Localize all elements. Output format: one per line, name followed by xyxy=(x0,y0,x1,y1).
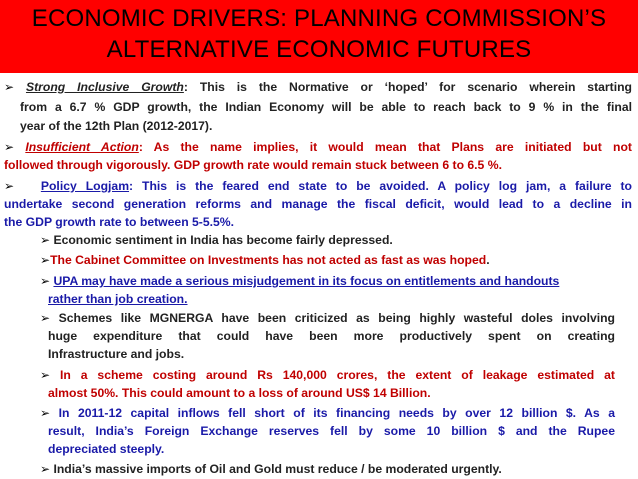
bullet-text: The Cabinet Committee on Investments has not acted as fast as was hoped xyxy=(50,253,487,267)
arrow-bullet-icon: ➢ xyxy=(40,253,51,267)
page-title-line-2: ALTERNATIVE ECONOMIC FUTURES xyxy=(106,36,532,63)
bullet-text: Schemes like MGNERGA have been criticized as being highly wasteful doles involving xyxy=(58,311,616,325)
bullet-strong-growth-line-1 xyxy=(4,80,632,95)
arrow-bullet-icon: ➢ xyxy=(40,462,51,476)
bullet-text: . xyxy=(389,233,393,247)
bullet-logjam-line-2: undertake second generation reforms and manage the fiscal deficit, would lead to a decline in xyxy=(4,197,632,211)
bullet-text: : This is the Normative or ‘hoped’ for scenario wherein starting xyxy=(183,80,632,94)
bullet-logjam-line-1 xyxy=(4,179,632,194)
bullet-strong-growth-line-2: from a 6.7 % GDP growth, the Indian Economy will be able to reach back to 9 % in the final xyxy=(20,100,632,114)
arrow-bullet-icon: ➢ xyxy=(40,233,51,247)
sub-bullet-capital-line-2: result, India’s Foreign Exchange reserves fell by some 10 billion $ and the Rupee xyxy=(48,424,615,438)
sub-bullet-upa-line-1 xyxy=(40,274,559,289)
arrow-bullet-icon: ➢ xyxy=(40,311,51,325)
sub-bullet-mgnerga-line-1 xyxy=(40,311,615,326)
sub-bullet-sentiment xyxy=(40,233,393,248)
sub-bullet-mgnerga-line-2: huge expenditure that could have been more productively spent on creating xyxy=(48,329,615,343)
sub-bullet-cabinet xyxy=(40,253,490,268)
bullet-text: : As the name implies, it would mean that Plans are initiated but not xyxy=(138,140,632,154)
sub-bullet-mgnerga-line-3: Infrastructure and jobs. xyxy=(48,347,185,361)
sub-bullet-capital-line-3: depreciated steeply. xyxy=(48,442,165,456)
arrow-bullet-icon: ➢ xyxy=(4,140,15,154)
bullet-text: India’s massive imports of Oil and Gold must reduce / be moderated urgently. xyxy=(53,462,502,476)
bullet-insufficient-line-1 xyxy=(4,140,632,155)
arrow-bullet-icon: ➢ xyxy=(4,179,15,193)
scenario-term-strong-growth: Strong Inclusive Growth xyxy=(25,80,184,94)
sub-bullet-leakage-line-2: almost 50%. This could amount to a loss of around US$ 14 Billion. xyxy=(48,386,431,400)
arrow-bullet-icon: ➢ xyxy=(4,80,15,94)
sub-bullet-leakage-line-1 xyxy=(40,368,615,383)
title-banner xyxy=(0,0,638,73)
sub-bullet-capital-line-1 xyxy=(40,406,615,421)
scenario-term-insufficient: Insufficient Action xyxy=(25,140,139,154)
arrow-bullet-icon: ➢ xyxy=(40,406,51,420)
bullet-text: UPA may have made a serious misjudgement in its focus on entitlements and handouts xyxy=(53,274,560,288)
sub-bullet-upa-line-2: rather than job creation. xyxy=(48,292,188,306)
bullet-text: : This is the feared end state to be avoided. A policy log jam, a failure to xyxy=(129,179,632,193)
bullet-text: In a scheme costing around Rs 140,000 crores, the extent of leakage estimated at xyxy=(59,368,615,382)
page-title-line-1: ECONOMIC DRIVERS: PLANNING COMMISSION’S xyxy=(31,5,607,32)
bullet-logjam-line-3: the GDP growth rate to between 5-5.5%. xyxy=(4,215,235,229)
bullet-text: Economic sentiment in India has become fairly depressed xyxy=(53,233,390,247)
bullet-text: . xyxy=(486,253,490,267)
arrow-bullet-icon: ➢ xyxy=(40,368,51,382)
bullet-text: In 2011-12 capital inflows fell short of its financing needs by over 12 billion $. As a xyxy=(58,406,616,420)
bullet-insufficient-line-2: followed through vigorously. GDP growth rate would remain stuck between 6 to 6.5 %. xyxy=(4,158,502,172)
scenario-term-logjam: Policy Logjam xyxy=(40,179,130,193)
arrow-bullet-icon: ➢ xyxy=(40,274,51,288)
sub-bullet-imports xyxy=(40,462,502,477)
bullet-strong-growth-line-3: year of the 12th Plan (2012-2017). xyxy=(20,119,213,133)
